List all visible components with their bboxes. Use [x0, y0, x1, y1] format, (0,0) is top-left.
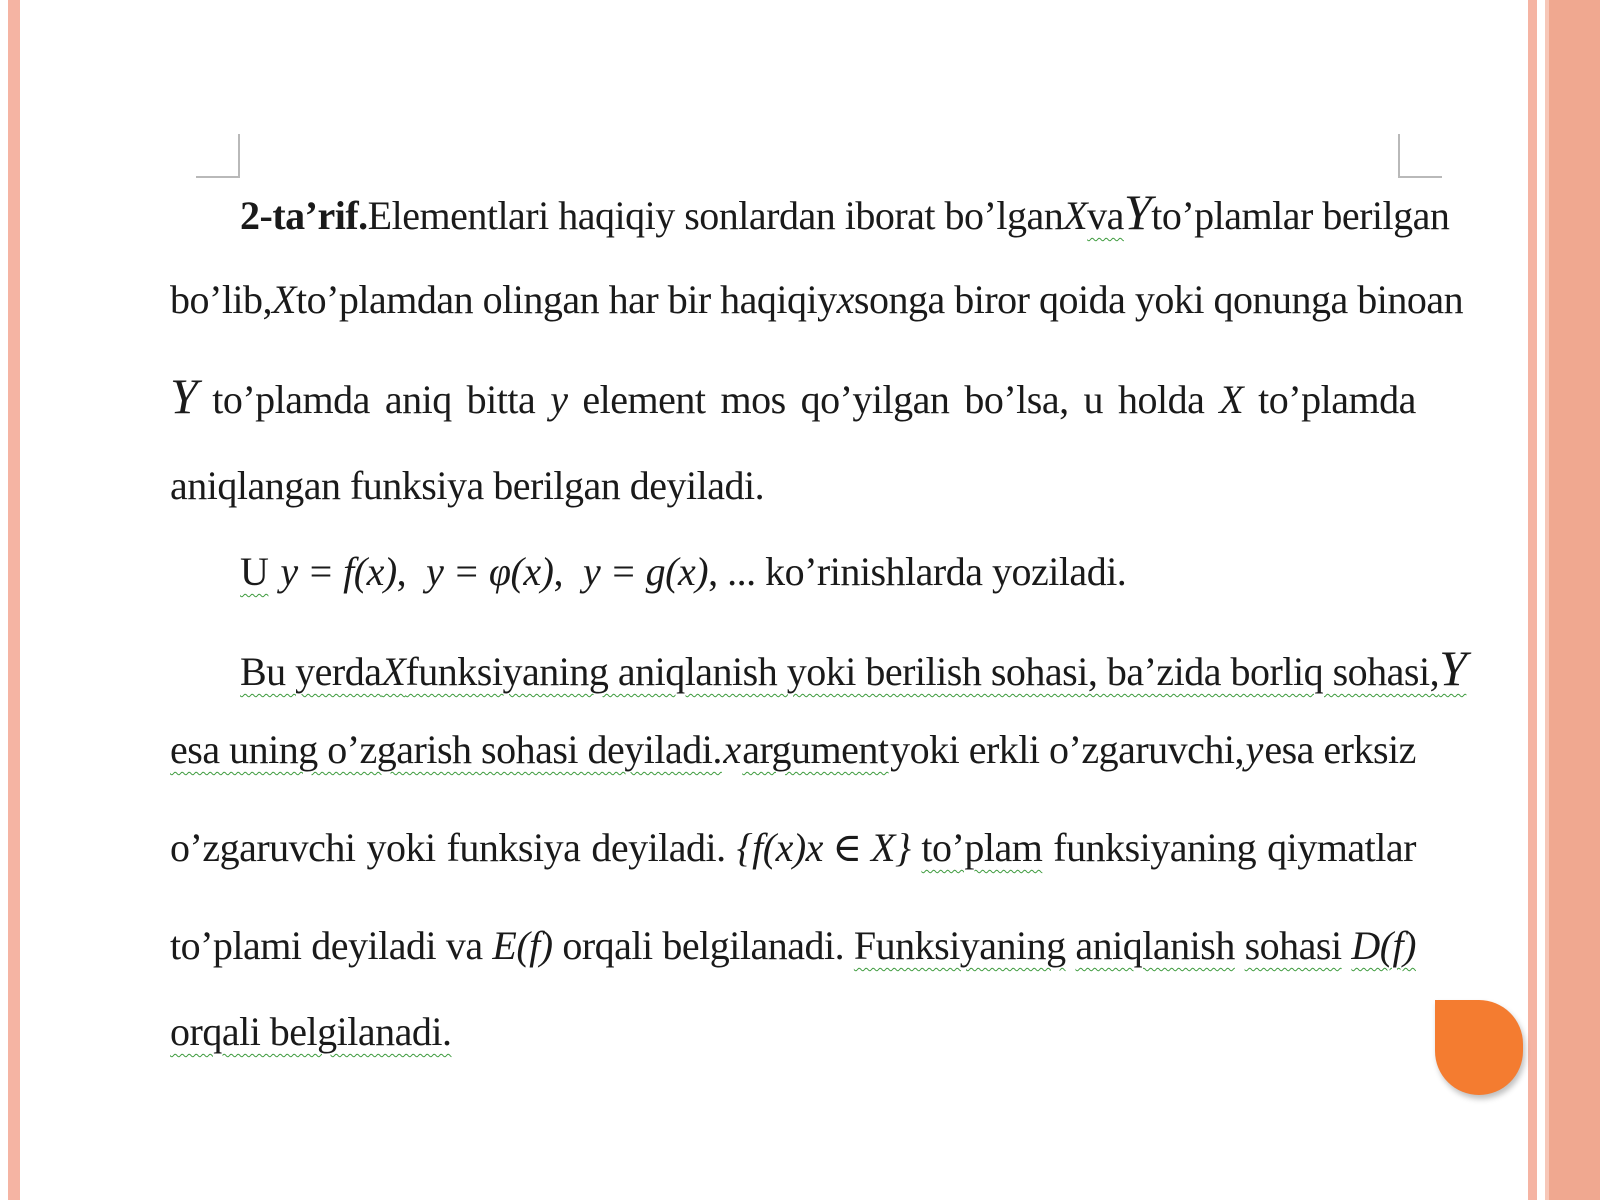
- math-symbol: X: [1219, 377, 1244, 422]
- text-run: bo’lib,: [170, 277, 273, 322]
- text-run: funksiyaning aniqlanish yoki berilish sohasi, ba’zida borliq sohasi,: [405, 649, 1440, 694]
- text-run: to’plam: [921, 825, 1043, 870]
- definition-title: 2-ta’rif.: [240, 193, 368, 238]
- text-run: o’zgaruvchi: [170, 825, 356, 870]
- text-run: deyiladi.: [591, 825, 726, 870]
- text-run: to’plamda: [212, 377, 370, 422]
- text-run: U: [240, 549, 269, 594]
- formula: y = φ(x): [426, 549, 554, 594]
- formula: E(f): [492, 923, 553, 968]
- formula: y = g(x): [582, 549, 709, 594]
- slide-decoration-shape: [1435, 1000, 1523, 1095]
- text-run: aniqlanish: [1075, 923, 1235, 968]
- math-symbol: X: [1063, 193, 1088, 238]
- math-symbol: x: [723, 727, 741, 772]
- formula: {f(x)x ∈ X}: [736, 825, 911, 870]
- text-run: songa biror qoida yoki qonunga binoan: [853, 277, 1464, 322]
- text-run: va: [1087, 193, 1124, 238]
- text-run: orqali: [562, 923, 653, 968]
- paragraph-line-5: [170, 1008, 1416, 1056]
- math-symbol: x: [836, 277, 854, 322]
- text-run: holda: [1117, 377, 1205, 422]
- definition-line-3: [170, 368, 1416, 424]
- math-symbol: y: [1245, 727, 1263, 772]
- formula: D(f): [1351, 923, 1416, 968]
- paragraph-line-4: [170, 922, 1416, 970]
- text-run: deyiladi: [311, 923, 437, 968]
- text-run: esa erksiz: [1264, 727, 1416, 772]
- crop-mark-top-right: [1398, 134, 1442, 178]
- right-border-band: [1545, 0, 1600, 1200]
- text-run: sohasi: [1244, 923, 1342, 968]
- text-run: ,: [553, 549, 563, 594]
- text-run: bo’lsa,: [964, 377, 1069, 422]
- math-symbol: X: [272, 277, 296, 322]
- text-run: Elementlari haqiqiy sonlardan iborat bo’lgan: [367, 193, 1064, 238]
- text-run: mos: [720, 377, 786, 422]
- text-run: yoki erkli o’zgaruvchi,: [890, 727, 1245, 772]
- paragraph-line-3: [170, 824, 1416, 872]
- text-run: to’plamdan olingan har bir haqiqiy: [295, 277, 837, 322]
- math-symbol: Y: [1123, 184, 1152, 240]
- text-run: funksiyaning: [1053, 825, 1257, 870]
- paragraph-line-2: [170, 726, 1416, 774]
- math-symbol: y: [550, 377, 568, 422]
- definition-line-2: [170, 276, 1464, 324]
- text-run: to’plamlar berilgan: [1151, 193, 1450, 238]
- text-run: Bu yerda: [240, 649, 382, 694]
- text-run: ,: [396, 549, 407, 594]
- text-run: va: [445, 923, 483, 968]
- text-run: orqali belgilanadi.: [170, 1009, 452, 1054]
- definition-line-4: [170, 462, 1416, 510]
- left-border-bar: [8, 0, 20, 1200]
- definition-line-1: [170, 184, 1450, 240]
- text-run: qo’yilgan: [800, 377, 950, 422]
- formula-line: [170, 548, 1416, 596]
- text-run: argument: [742, 727, 889, 772]
- text-run: yoki: [366, 825, 436, 870]
- text-run: aniq: [384, 377, 452, 422]
- crop-mark-top-left: [196, 134, 240, 178]
- formula: y = f(x): [280, 549, 397, 594]
- text-run: qiymatlar: [1267, 825, 1416, 870]
- text-run: funksiya: [446, 825, 581, 870]
- math-symbol: Y: [1439, 640, 1467, 696]
- right-border-bar: [1528, 0, 1537, 1200]
- text-run: u: [1083, 377, 1104, 422]
- text-run: to’plami: [170, 923, 302, 968]
- text-run: bitta: [466, 377, 536, 422]
- right-border-highlight: [1545, 0, 1549, 1200]
- text-run: element: [582, 377, 706, 422]
- paragraph-line-1: [170, 640, 1467, 696]
- text-run: belgilanadi.: [662, 923, 845, 968]
- math-symbol: X: [381, 649, 406, 694]
- text-run: Funksiyaning: [853, 923, 1066, 968]
- math-symbol: Y: [170, 368, 198, 424]
- text-run: aniqlangan funksiya berilgan deyiladi.: [170, 463, 765, 508]
- text-run: to’plamda: [1258, 377, 1416, 422]
- text-run: , ... ko’rinishlarda yoziladi.: [708, 549, 1127, 594]
- text-run: esa uning o’zgarish sohasi deyiladi.: [170, 727, 722, 772]
